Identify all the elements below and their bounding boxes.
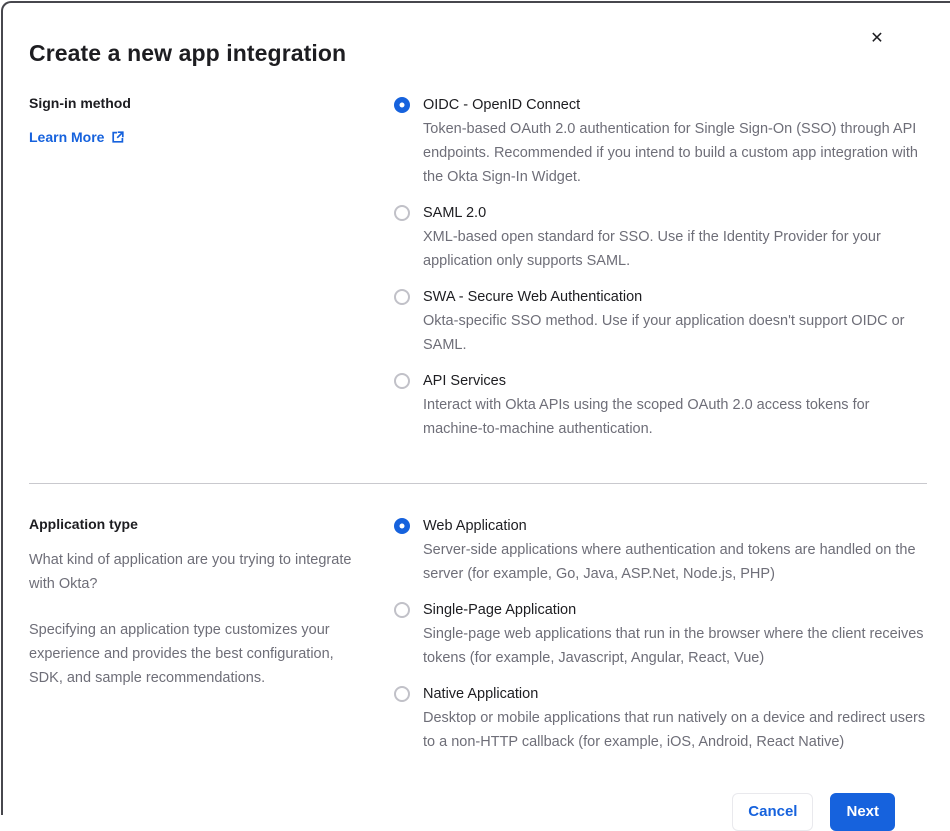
- close-icon: ✕: [870, 30, 884, 47]
- option-label-web-application: Web Application: [423, 518, 527, 534]
- signin-method-left-col: [29, 93, 376, 453]
- application-type-paragraph-2: Specifying an application type customizes your experience and provides the best configuration, SDK, and sample recommendations.: [29, 622, 334, 686]
- option-desc-api-services: Interact with Okta APIs using the scoped OAuth 2.0 access tokens for machine-to-machine authentication.: [423, 397, 870, 437]
- radio-option-native-application[interactable]: [394, 682, 927, 754]
- radio-option-oidc[interactable]: [394, 93, 927, 189]
- option-label-single-page-application: Single-Page Application: [423, 602, 577, 618]
- option-desc-oidc: Token-based OAuth 2.0 authentication for Single Sign-On (SSO) through API endpoints. Recommended if you intend to build a custom app integration with the Okta Sign-In Widget.: [423, 121, 918, 185]
- application-type-paragraph-1: What kind of application are you trying to integrate with Okta?: [29, 552, 352, 592]
- modal-footer: [29, 793, 927, 831]
- page-title: Create a new app integration: [29, 40, 347, 66]
- option-desc-web-application: Server-side applications where authentication and tokens are handled on the server (for example, Go, Java, ASP.Net, Node.js, PHP): [423, 542, 916, 582]
- radio-option-swa[interactable]: [394, 285, 927, 357]
- radio-icon-api-services[interactable]: [394, 373, 410, 389]
- section-divider: [29, 483, 927, 484]
- radio-icon-saml[interactable]: [394, 205, 410, 221]
- application-type-heading: Application type: [29, 516, 138, 532]
- modal-header: [29, 30, 927, 67]
- signin-method-heading: Sign-in method: [29, 95, 131, 111]
- application-type-options: [394, 514, 927, 766]
- option-desc-native-application: Desktop or mobile applications that run natively on a device and redirect users to a non-HTTP callback (for example, iOS, Android, React Native): [423, 710, 926, 750]
- learn-more-link[interactable]: [29, 127, 125, 147]
- option-desc-single-page-application: Single-page web applications that run in the browser where the client receives tokens (for example, Javascript, Angular, React, Vue): [423, 626, 924, 666]
- radio-icon-swa[interactable]: [394, 289, 410, 305]
- create-app-integration-modal: [1, 1, 950, 820]
- close-button[interactable]: [863, 25, 891, 53]
- option-label-api-services: API Services: [423, 373, 506, 389]
- option-label-swa: SWA - Secure Web Authentication: [423, 289, 643, 305]
- option-label-native-application: Native Application: [423, 686, 539, 702]
- option-desc-saml: XML-based open standard for SSO. Use if the Identity Provider for your application only supports SAML.: [423, 229, 881, 269]
- cancel-button[interactable]: Cancel: [732, 793, 813, 831]
- learn-more-label: Learn More: [29, 129, 105, 145]
- option-label-oidc: OIDC - OpenID Connect: [423, 97, 581, 113]
- radio-option-web-application[interactable]: [394, 514, 927, 586]
- option-desc-swa: Okta-specific SSO method. Use if your application doesn't support OIDC or SAML.: [423, 313, 905, 353]
- application-type-section: [29, 514, 927, 766]
- radio-icon-oidc[interactable]: [394, 97, 410, 113]
- radio-icon-web-application[interactable]: [394, 518, 410, 534]
- signin-method-section: [29, 93, 927, 453]
- radio-icon-single-page-application[interactable]: [394, 602, 410, 618]
- radio-icon-native-application[interactable]: [394, 686, 410, 702]
- next-button[interactable]: Next: [830, 793, 895, 831]
- option-label-saml: SAML 2.0: [423, 205, 487, 221]
- radio-option-saml[interactable]: [394, 201, 927, 273]
- radio-option-api-services[interactable]: [394, 369, 927, 441]
- application-type-left-col: [29, 514, 376, 766]
- radio-option-single-page-application[interactable]: [394, 598, 927, 670]
- external-link-icon: [111, 130, 125, 144]
- signin-method-options: [394, 93, 927, 453]
